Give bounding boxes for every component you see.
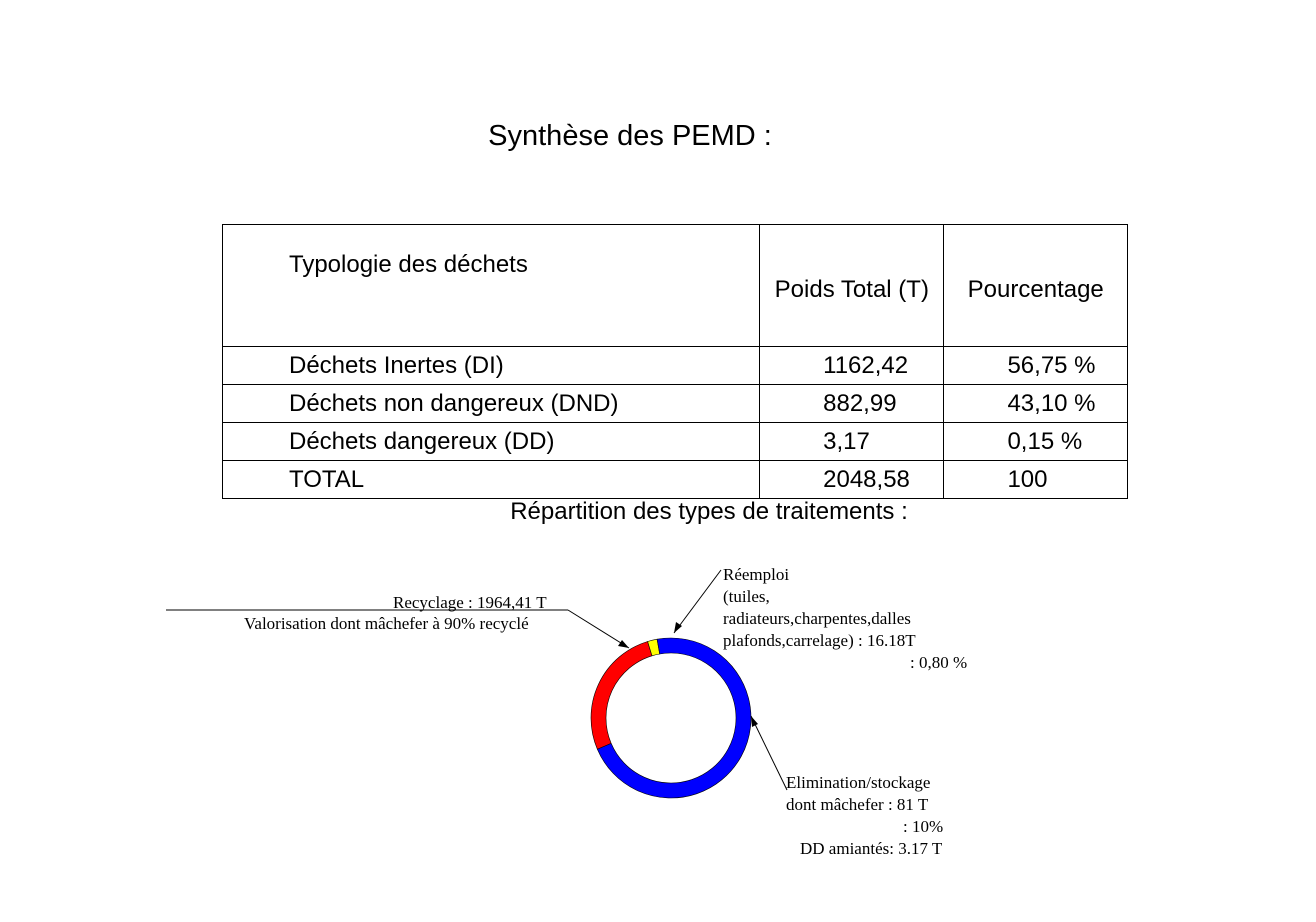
recyclage-arrow-icon xyxy=(618,640,629,648)
elimination-dd-amiante: DD amiantés: 3.17 T xyxy=(800,839,943,858)
row-poids: 3,17 xyxy=(760,423,944,461)
page-title: Synthèse des PEMD : xyxy=(488,120,772,152)
row-type: Déchets Inertes (DI) xyxy=(223,347,760,385)
elimination-arrow-icon xyxy=(751,716,758,727)
reemploi-detail-3: plafonds,carrelage) : 16.18T xyxy=(723,631,916,650)
elimination-label: Elimination/stockage xyxy=(786,773,931,792)
chart-title: Répartition des types de traitements : xyxy=(510,498,908,525)
header-poids: Poids Total (T) xyxy=(760,225,944,347)
reemploi-leader-line xyxy=(674,570,721,633)
reemploi-detail-2: radiateurs,charpentes,dalles xyxy=(723,609,911,628)
elimination-leader-line xyxy=(751,716,787,790)
row-type: Déchets non dangereux (DND) xyxy=(223,385,760,423)
slice-recyclage xyxy=(591,641,652,749)
reemploi-detail-1: (tuiles, xyxy=(723,587,770,606)
row-pourcentage: 43,10 % xyxy=(944,385,1128,423)
recyclage-leader-line xyxy=(568,610,629,648)
donut-slices xyxy=(591,638,751,798)
recyclage-sublabel: Valorisation dont mâchefer à 90% recyclé xyxy=(244,614,529,633)
reemploi-percentage: : 0,80 % xyxy=(910,653,968,672)
row-pourcentage: 56,75 % xyxy=(944,347,1128,385)
header-pourcentage: Pourcentage xyxy=(944,225,1128,347)
header-typologie: Typologie des déchets xyxy=(223,225,760,347)
row-poids: 1162,42 xyxy=(760,347,944,385)
row-poids: 882,99 xyxy=(760,385,944,423)
reemploi-label: Réemploi xyxy=(723,565,790,584)
row-type: Déchets dangereux (DD) xyxy=(223,423,760,461)
elimination-percentage: : 10% xyxy=(903,817,944,836)
elimination-detail: dont mâchefer : 81 T xyxy=(786,795,929,814)
recyclage-label: Recyclage : 1964,41 T xyxy=(393,593,547,612)
row-pourcentage: 100 xyxy=(944,461,1128,499)
row-pourcentage: 0,15 % xyxy=(944,423,1128,461)
row-poids: 2048,58 xyxy=(760,461,944,499)
row-type: TOTAL xyxy=(223,461,760,499)
